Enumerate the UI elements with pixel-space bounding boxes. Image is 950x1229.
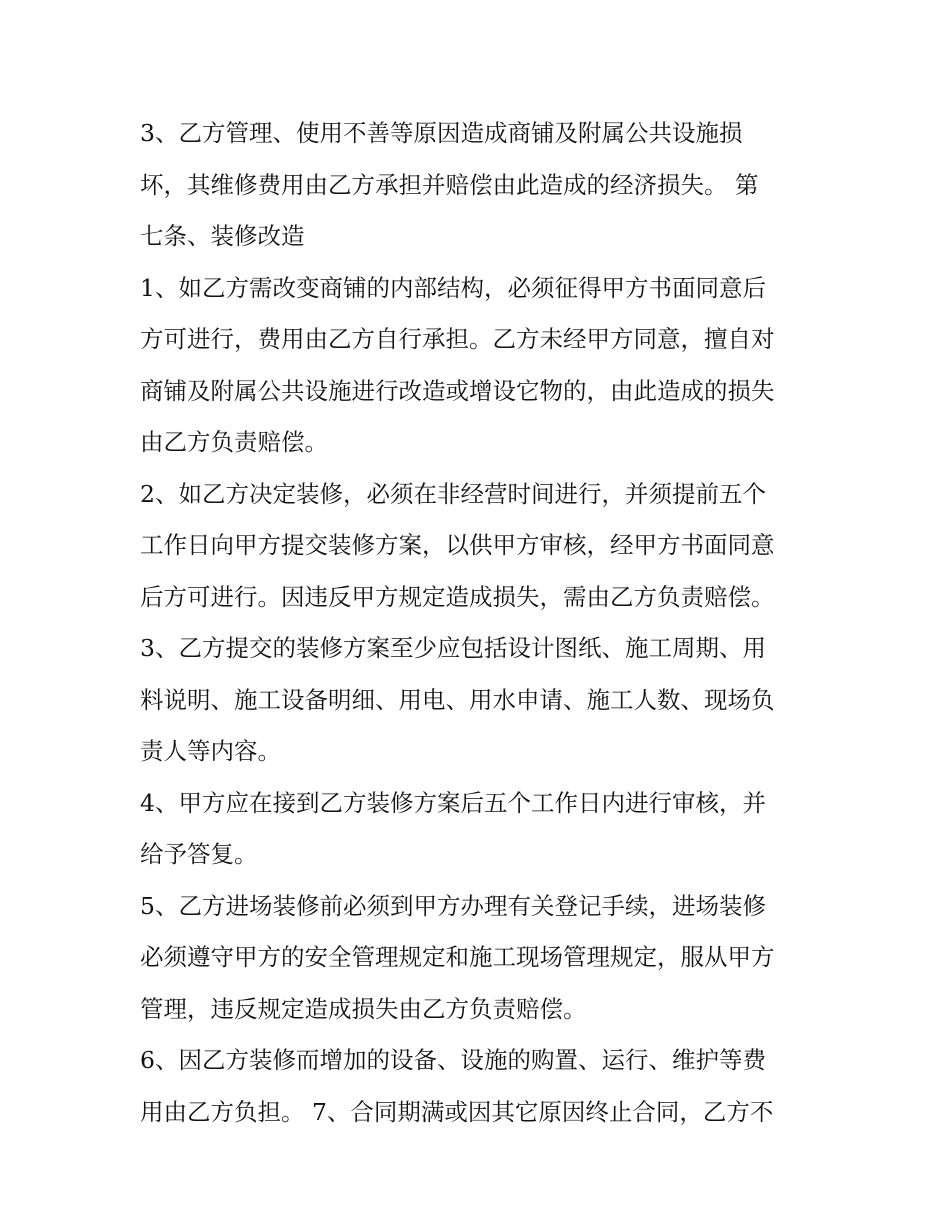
text-line: 1、如乙方需改变商铺的内部结构，必须征得甲方书面同意后 bbox=[140, 273, 766, 302]
text-line: 工作日向甲方提交装修方案，以供甲方审核，经甲方书面同意 bbox=[140, 531, 775, 559]
text-line: 用由乙方负担。 7、合同期满或因其它原因终止合同，乙方不 bbox=[140, 1097, 774, 1126]
text-line: 后方可进行。因违反甲方规定造成损失，需由乙方负责赔偿。 bbox=[140, 582, 775, 611]
text-line: 给予答复。 bbox=[140, 840, 258, 868]
text-line: 6、因乙方装修而增加的设备、设施的购置、运行、维护等费 bbox=[140, 1046, 766, 1074]
text-line: 管理，违反规定造成损失由乙方负责赔偿。 bbox=[140, 994, 587, 1023]
text-line: 由乙方负责赔偿。 bbox=[140, 428, 328, 456]
text-line: 料说明、施工设备明细、用电、用水申请、施工人数、现场负 bbox=[140, 685, 775, 714]
text-line: 2、如乙方决定装修，必须在非经营时间进行，并须提前五个 bbox=[140, 479, 766, 508]
text-line: 责人等内容。 bbox=[140, 737, 281, 765]
text-line: 坏，其维修费用由乙方承担并赔偿由此造成的经济损失。 第 bbox=[140, 170, 759, 199]
text-line: 3、乙方提交的装修方案至少应包括设计图纸、施工周期、用 bbox=[140, 634, 766, 662]
text-line: 商铺及附属公共设施进行改造或增设它物的，由此造成的损失 bbox=[140, 376, 775, 405]
text-line: 4、甲方应在接到乙方装修方案后五个工作日内进行审核，并 bbox=[140, 788, 766, 817]
text-line: 七条、装修改造 bbox=[140, 222, 305, 250]
text-line: 3、乙方管理、使用不善等原因造成商铺及附属公共设施损 bbox=[140, 119, 743, 147]
text-line: 方可进行，费用由乙方自行承担。乙方未经甲方同意，擅自对 bbox=[140, 325, 775, 353]
text-line: 5、乙方进场装修前必须到甲方办理有关登记手续，进场装修 bbox=[140, 891, 766, 920]
document-body bbox=[140, 108, 820, 1138]
text-line: 必须遵守甲方的安全管理规定和施工现场管理规定，服从甲方 bbox=[140, 943, 775, 971]
